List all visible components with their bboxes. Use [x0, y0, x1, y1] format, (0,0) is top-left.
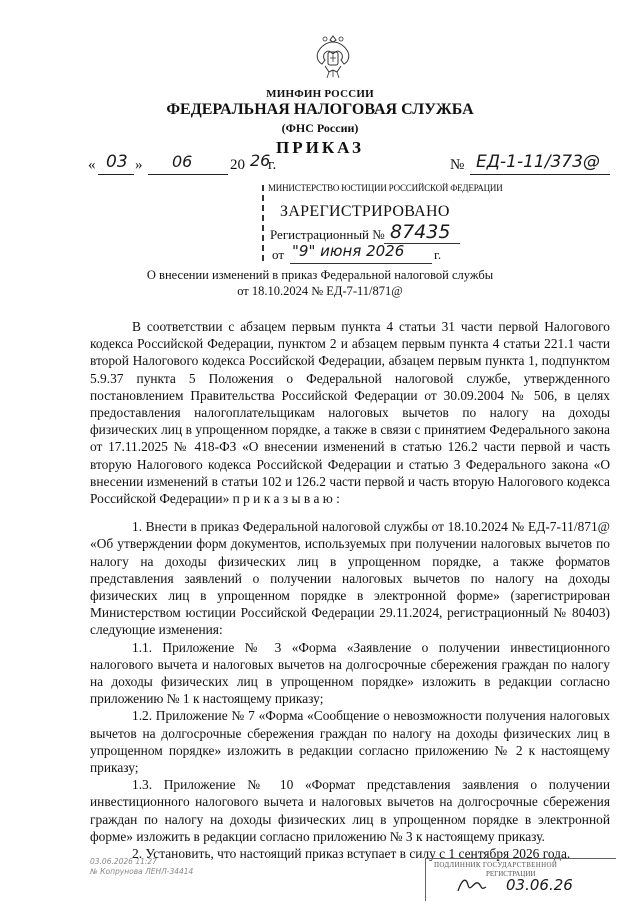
- clause-1-2: 1.2. Приложение № 7 «Форма «Сообщение о невозможности получения налоговых вычетов на долгосрочные сбережения граждан по налогу на доходы физических лиц в упрощенном порядке» изложить в редакции согласно приложению № 2 к настоящему приказу;: [90, 708, 610, 776]
- footer-metadata: [90, 857, 193, 877]
- service-abbreviation: (ФНС России): [281, 121, 359, 135]
- order-day: 03: [106, 152, 128, 172]
- date-quote-close: »: [135, 157, 143, 173]
- order-body: [90, 318, 610, 862]
- stamp-from-label: от: [272, 247, 285, 262]
- service-name: ФЕДЕРАЛЬНАЯ НАЛОГОВАЯ СЛУЖБА: [166, 101, 474, 118]
- clause-1-3: 1.3. Приложение № 10 «Формат представления заявления о получении инвестиционного налогового вычета и налоговых вычетов на долгосрочные сбережения граждан по налогу на доходы физических лиц в упрощенном порядке в электронной форме» изложить в редакции согласно приложению № 3 к настоящему приказу.: [90, 777, 610, 844]
- stamp-date: "9" июня 2026: [292, 242, 405, 260]
- registration-stamp: [262, 179, 503, 265]
- number-underline: [470, 174, 610, 175]
- document-type-title: ПРИКАЗ: [276, 138, 364, 157]
- copy-stamp-line-2: РЕГИСТРАЦИИ: [486, 870, 536, 878]
- ministry-name: МИНФИН РОССИИ: [266, 88, 374, 100]
- subject-line-1: О внесении изменений в приказ Федеральной налоговой службы: [146, 268, 494, 282]
- clause-2: 2. Установить, что настоящий приказ вступает в силу с 1 сентября 2026 года.: [132, 846, 571, 862]
- coat-of-arms-emblem: [313, 30, 353, 82]
- subject-line-2: от 18.10.2024 № ЕД-7-11/871@: [237, 284, 403, 298]
- stamp-status: ЗАРЕГИСТРИРОВАНО: [280, 203, 450, 220]
- order-year-suffix: г.: [268, 157, 277, 173]
- month-underline: [148, 174, 228, 175]
- order-year-handwritten: 26: [250, 151, 271, 170]
- order-year-prefix: 20: [230, 157, 245, 173]
- stamp-year-suffix: г.: [434, 247, 442, 262]
- order-number: ЕД-1-11/373@: [476, 152, 600, 172]
- stamp-ministry: МИНИСТЕРСТВО ЮСТИЦИИ РОССИЙСКОЙ ФЕДЕРАЦИИ: [268, 183, 503, 193]
- copy-stamp: [425, 858, 616, 901]
- footer-timestamp: 03.06.2026 11:27: [90, 857, 157, 866]
- order-month: 06: [172, 152, 193, 171]
- copy-stamp-date: 03.06.26: [506, 876, 573, 894]
- signature-mark: [456, 873, 496, 897]
- stamp-reg-number: 87435: [390, 221, 451, 243]
- copy-stamp-line-1: ПОДЛИННИК ГОСУДАРСТВЕННОЙ: [434, 861, 558, 869]
- stamp-border: [262, 185, 265, 261]
- date-underline: [290, 263, 432, 264]
- footer-executor: № Копрунова ЛЕНЛ-34414: [90, 867, 194, 876]
- order-subject: [0, 267, 640, 299]
- clause-1-1: 1.1. Приложение № 3 «Форма «Заявление о получении инвестиционного налогового вычета и налоговых вычетов на долгосрочные сбережения граждан по налогу на доходы физических лиц в упрощенном порядке» изложить в редакции согласно приложению № 1 к настоящему приказу;: [90, 639, 610, 707]
- date-quote-open: «: [88, 157, 96, 173]
- order-number-sign: №: [450, 157, 465, 173]
- clause-1: 1. Внести в приказ Федеральной налоговой службы от 18.10.2024 № ЕД-7-11/871@ «Об утверждении форм документов, используемых при получении налоговых вычетов по налогу на доходы физических лиц в упрощенном порядке, а также форматов представления заявлений о получении налоговых вычетов по налогу на доходы физических лиц в упрощенном порядке в электронной форме» (зарегистрирован Министерством юстиции Российской Федерации 29.11.2024, регистрационный № 80403) следующие изменения:: [90, 519, 610, 638]
- day-underline: [98, 174, 134, 175]
- stamp-reg-label: Регистрационный №: [270, 227, 385, 242]
- preamble-paragraph: В соответствии с абзацем первым пункта 4 статьи 31 части первой Налогового кодекса Российской Федерации, пунктом 2 и абзацем первым пункта 4 статьи 221.1 части второй Налогового кодекса Российской Федерации, абзацем первым пункта 1, подпунктом 5.9.37 пункта 5 Положения о Федеральной налоговой службе, утвержденного постановлением Правительства Российской Федерации от 30.09.2004 № 506, в целях предоставления налогоплательщикам налоговых вычетов по налогу на доходы физических лиц в упрощенном порядке, а также в связи с принятием Федерального закона от 17.11.2025 № 418-ФЗ «О внесении изменений в статью 126.2 части первой и часть вторую Налогового кодекса Российской Федерации и статью 3 Федерального закона «О внесении изменений в статьи 102 и 126.2 части первой и часть вторую Налогового кодекса Российской Федерации» п р и к а з ы в а ю :: [90, 319, 610, 507]
